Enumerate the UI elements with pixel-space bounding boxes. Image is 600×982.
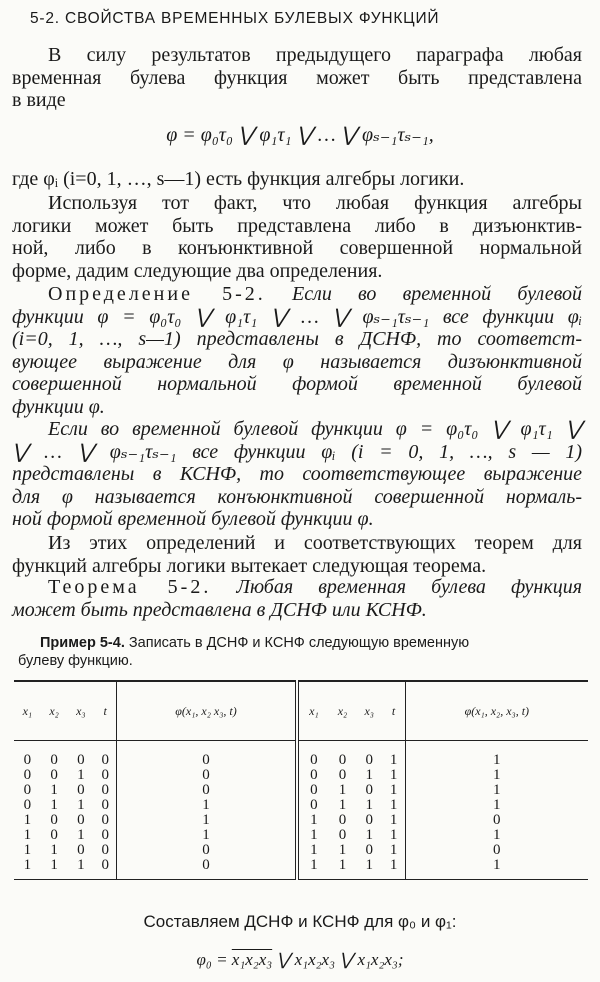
table-cell: 1 (338, 797, 347, 813)
text-line: булеву функцию. (18, 653, 133, 669)
table-cell: 1 (117, 828, 297, 843)
table-header-cell: x₁ (14, 681, 41, 741)
table-cell: 1 (383, 858, 406, 873)
table-cell: 0 (493, 812, 501, 828)
table-row (14, 798, 588, 813)
table-cell: 0 (94, 753, 117, 768)
theorem-label: Теорема 5-2. (48, 576, 212, 598)
table-cell: 1 (310, 812, 318, 828)
table-cell: 0 (338, 827, 347, 843)
table-cell: 0 (338, 767, 347, 783)
definition-1 (12, 283, 582, 418)
table-row (14, 783, 588, 798)
example-label: Пример 5-4. (40, 635, 125, 651)
table-cell: 0 (117, 768, 297, 783)
table-cell: 1 (23, 842, 32, 858)
paragraph-3 (12, 192, 582, 282)
table-cell: 1 (50, 797, 58, 813)
table-cell: 1 (383, 828, 406, 843)
table-cell: 1 (77, 857, 85, 873)
table-cell: 1 (310, 842, 318, 858)
table-cell: 1 (23, 857, 32, 873)
text-line: вующее выражение для φ называется дизъюнктивной (12, 350, 582, 373)
table-cell: 1 (310, 857, 318, 873)
table-cell: 0 (50, 812, 58, 828)
table-cell: 1 (383, 768, 406, 783)
text-line: может быть представлена в ДСНФ или КСНФ. (12, 598, 427, 621)
table-cell: 1 (77, 827, 85, 843)
table-header-row (14, 681, 588, 741)
table-cell: 1 (50, 782, 58, 798)
table-cell: 1 (383, 813, 406, 828)
table-cell: 0 (310, 797, 318, 813)
table-cell: 0 (77, 782, 85, 798)
table-cell: 1 (493, 782, 501, 798)
definition-2 (12, 418, 582, 531)
table-cell: 0 (117, 783, 297, 798)
text-line: временная булева функция может быть представлена (12, 66, 582, 89)
text-line: Если во временной булевой функции φ = φ₀τ₀ ⋁ φ₁τ₁ ⋁ (48, 418, 582, 440)
table-cell: 1 (383, 843, 406, 858)
table-cell: 1 (117, 798, 297, 813)
text-line: Из этих определений и соответствующих теорем для (48, 532, 582, 554)
table-cell: 0 (94, 798, 117, 813)
table-cell: 1 (365, 857, 373, 873)
text-line (12, 576, 582, 599)
table-cell: 0 (77, 812, 85, 828)
table-header-cell: φ(x₁, x₂ x₃, t) (117, 681, 297, 741)
table-header-cell: t (94, 681, 117, 741)
table-cell: 1 (365, 767, 373, 783)
table-cell: 0 (493, 842, 501, 858)
table-row (14, 768, 588, 783)
table-cell: 0 (117, 858, 297, 873)
table-cell: 1 (23, 827, 32, 843)
paragraph-1 (12, 44, 582, 112)
table-cell: 0 (310, 782, 318, 798)
table-cell: 0 (50, 827, 58, 843)
text-line: где φᵢ (i=0, 1, …, s—1) есть функция алгебры логики. (12, 168, 465, 190)
table-cell: 1 (365, 827, 373, 843)
table-cell: 0 (338, 752, 347, 768)
table-cell: 0 (94, 783, 117, 798)
text-line: Используя тот факт, что любая функция алгебры (48, 192, 582, 214)
table-cell: 1 (50, 857, 58, 873)
table-cell: 0 (365, 842, 373, 858)
text-line: для φ называется конъюнктивной совершенной нормаль- (12, 485, 582, 508)
formula-term: x₁x₂x₃ (231, 950, 273, 969)
formula-1: φ = φ₀τ₀ ⋁ φ₁τ₁ ⋁ … ⋁ φₛ₋₁τₛ₋₁, (166, 124, 434, 146)
text-line: функций алгебры логики вытекает следующая теорема. (12, 554, 487, 577)
table-header-cell: φ(x₁, x₂, x₃, t) (405, 681, 588, 741)
table-cell: 0 (23, 782, 32, 798)
table-cell: 1 (365, 797, 373, 813)
table-row (14, 843, 588, 858)
table-cell: 1 (23, 812, 32, 828)
table-row (14, 753, 588, 768)
table-cell: 0 (94, 828, 117, 843)
theorem (12, 576, 582, 621)
paragraph-4 (12, 532, 582, 577)
table-cell: 1 (383, 783, 406, 798)
table-row (14, 813, 588, 828)
bottom-text: Составляем ДСНФ и КСНФ для φ₀ и φ₁: (143, 912, 457, 931)
text-line: Записать в ДСНФ и КСНФ следующую временную (128, 635, 470, 651)
table-cell: 0 (50, 767, 58, 783)
table-cell: 1 (493, 752, 501, 768)
text-line: ной, либо в конъюнктивной совершенной нормальной (12, 237, 582, 259)
table-cell: 0 (365, 752, 373, 768)
text-line: представлены в КСНФ, то соответствующее выражение (12, 463, 582, 485)
table-cell: 0 (365, 812, 373, 828)
table-cell: 1 (310, 827, 318, 843)
formula-2: φ₀ = x₁x₂x₃ ⋁ x₁x₂x₃ ⋁ x₁x₂x₃; (196, 950, 404, 969)
table-cell: 1 (77, 767, 85, 783)
text-line: функции φ = φ₀τ₀ ⋁ φ₁τ₁ ⋁ … ⋁ φₛ₋₁τₛ₋₁ все функции φᵢ (12, 305, 582, 328)
table-header-cell: x₁ (297, 681, 329, 741)
table-row (14, 828, 588, 843)
table-header-cell: t (383, 681, 406, 741)
text-line (12, 283, 582, 306)
italic-text: Любая временная булева функция (236, 576, 582, 598)
table-cell: 0 (77, 842, 85, 858)
table-cell: 0 (117, 753, 297, 768)
table-cell: 1 (493, 797, 501, 813)
table-cell: 1 (77, 797, 85, 813)
text-line: В силу результатов предыдущего параграфа любая (48, 44, 582, 66)
table-cell: 1 (493, 827, 501, 843)
table-cell: 1 (493, 857, 501, 873)
table-cell: 1 (383, 798, 406, 813)
table-cell: 0 (117, 843, 297, 858)
formula-lhs: φ₀ = (196, 950, 228, 969)
table-cell: 0 (23, 767, 32, 783)
text-line: ⋁ … ⋁ φₛ₋₁τₛ₋₁ все функции φᵢ (i = 0, 1, …, s — 1) (12, 440, 582, 463)
italic-text: Если во временной булевой (292, 283, 582, 305)
text-line: форме, дадим следующие два определения. (12, 259, 383, 282)
text-line: (i=0, 1, …, s—1) представлены в ДСНФ, то соответст- (12, 328, 582, 350)
definition-label: Определение 5-2. (48, 283, 266, 305)
table-cell: 1 (117, 813, 297, 828)
text-line: ной формой временной булевой функции φ. (12, 508, 374, 530)
table-cell: 0 (310, 752, 318, 768)
table-cell: 0 (365, 782, 373, 798)
table-header-cell: x₂ (329, 681, 356, 741)
table-cell: 1 (50, 842, 58, 858)
table-cell: 0 (23, 797, 32, 813)
table-cell: 1 (493, 767, 501, 783)
table-cell: 0 (50, 752, 58, 768)
table-cell: 1 (338, 842, 347, 858)
table-header-cell: x₃ (356, 681, 383, 741)
text-line: логики может быть представлена либо в дизъюнктив- (12, 214, 582, 237)
table-cell: 0 (23, 752, 32, 768)
text-line: в виде (12, 89, 66, 111)
table-cell: 0 (94, 813, 117, 828)
formula-term: x₁x₂x₃ (294, 950, 335, 969)
paragraph-2 (12, 168, 582, 191)
table-cell: 1 (338, 857, 347, 873)
table-header-cell: x₃ (67, 681, 94, 741)
table-cell: 0 (94, 843, 117, 858)
table-cell: 1 (338, 782, 347, 798)
example-text (18, 634, 584, 670)
table-row (14, 858, 588, 873)
table-cell: 0 (94, 768, 117, 783)
text-line: функции φ. (12, 395, 105, 418)
table-cell: 0 (338, 812, 347, 828)
table-cell: 1 (383, 753, 406, 768)
formula-term: x₁x₂x₃; (357, 950, 404, 969)
table-cell: 0 (310, 767, 318, 783)
truth-table (14, 680, 588, 880)
text-line: совершенной нормальной формой временной булевой (12, 373, 582, 395)
section-heading: 5-2. СВОЙСТВА ВРЕМЕННЫХ БУЛЕВЫХ ФУНКЦИЙ (30, 10, 440, 27)
table-cell: 0 (77, 752, 85, 768)
table-cell: 0 (94, 858, 117, 873)
table-header-cell: x₂ (41, 681, 68, 741)
